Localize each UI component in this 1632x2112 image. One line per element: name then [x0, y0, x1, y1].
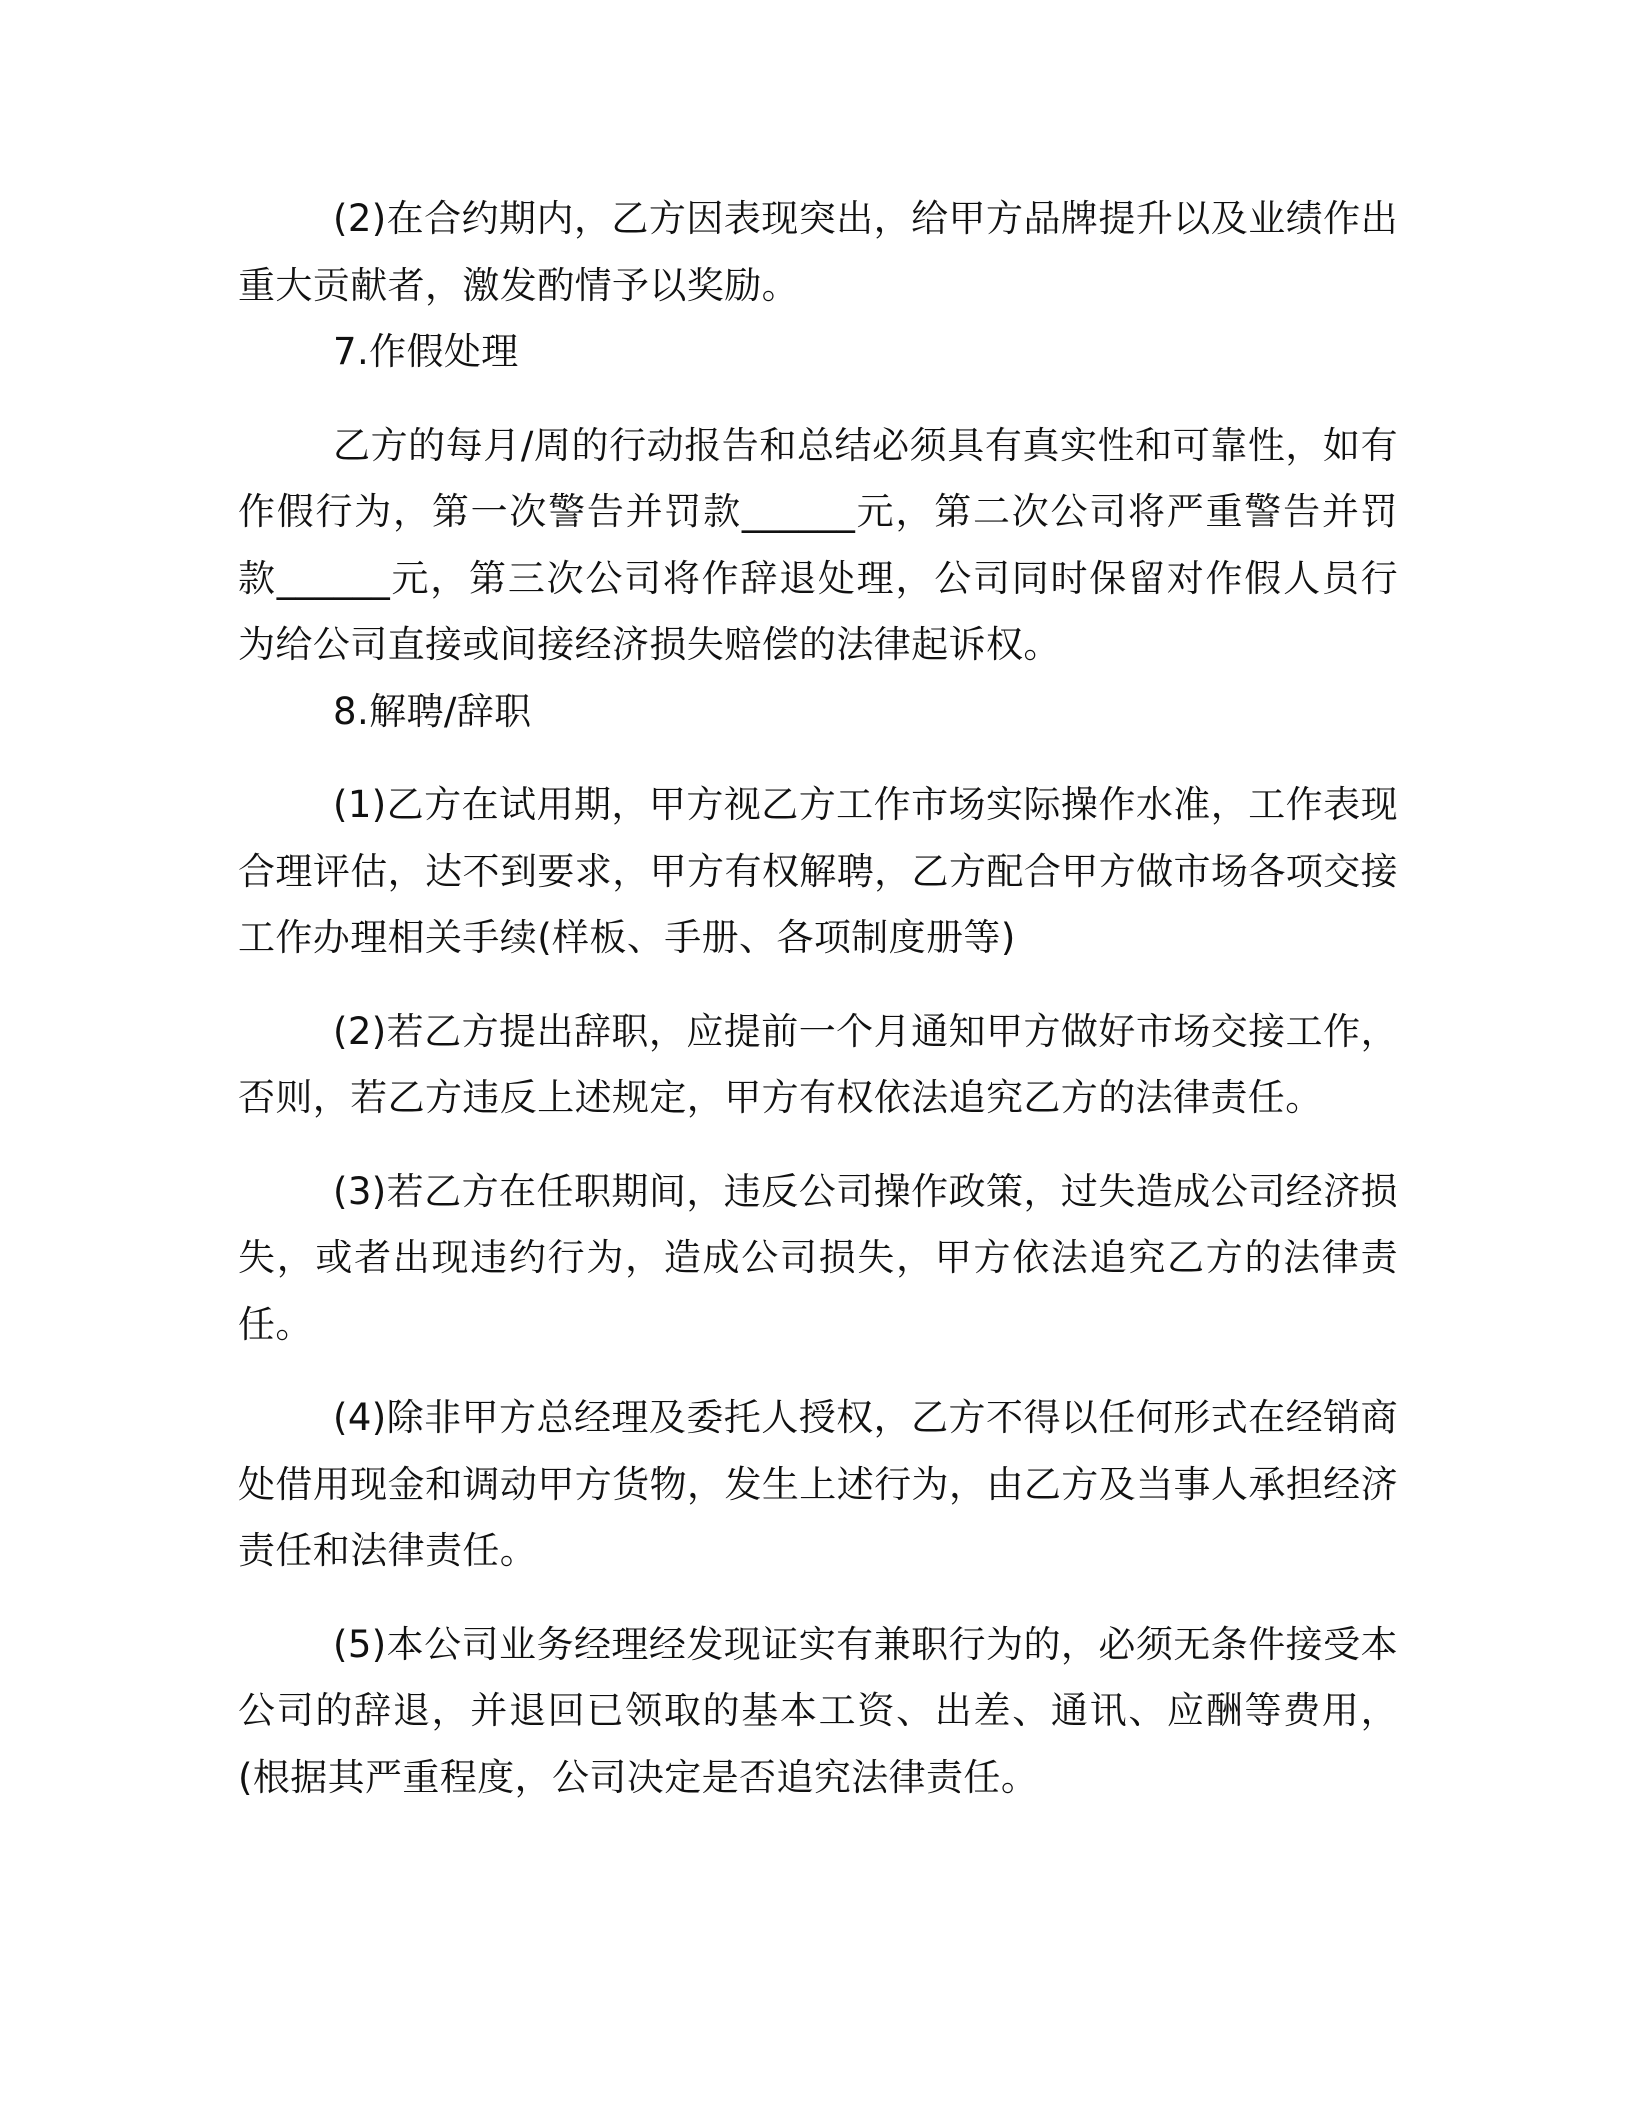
section-heading-fraud: 7.作假处理 — [333, 330, 519, 373]
paragraph-fraud-penalty: 乙方的每月/周的行动报告和总结必须具有真实性和可靠性，如有作假行为，第一次警告并罚款______元，第二次公司将严重警告并罚款______元，第三次公司将作辞退处理，公司同时保留对作假人员行为给公司直接或间接经济损失赔偿的法律起诉权。 — [238, 423, 1398, 666]
paragraph-bonus: (2)在合约期内，乙方因表现突出，给甲方品牌提升以及业绩作出重大贡献者，激发酌情予以奖励。 — [238, 197, 1398, 307]
paragraph-dismissal-5: (5)本公司业务经理经发现证实有兼职行为的，必须无条件接受本公司的辞退，并退回已领取的基本工资、出差、通讯、应酬等费用，(根据其严重程度，公司决定是否追究法律责任。 — [238, 1622, 1398, 1799]
paragraph-dismissal-4: (4)除非甲方总经理及委托人授权，乙方不得以任何形式在经销商处借用现金和调动甲方货物，发生上述行为，由乙方及当事人承担经济责任和法律责任。 — [238, 1396, 1398, 1572]
paragraph-dismissal-1: (1)乙方在试用期，甲方视乙方工作市场实际操作水准，工作表现合理评估，达不到要求，甲方有权解聘，乙方配合甲方做市场各项交接工作办理相关手续(样板、手册、各项制度册等) — [238, 783, 1398, 959]
paragraph-dismissal-3: (3)若乙方在任职期间，违反公司操作政策，过失造成公司经济损失，或者出现违约行为，造成公司损失，甲方依法追究乙方的法律责任。 — [238, 1169, 1398, 1346]
section-heading-dismissal: 8.解聘/辞职 — [333, 689, 532, 733]
document-page — [238, 186, 1398, 1811]
paragraph-dismissal-2: (2)若乙方提出辞职，应提前一个月通知甲方做好市场交接工作，否则，若乙方违反上述规定，甲方有权依法追究乙方的法律责任。 — [238, 1009, 1398, 1119]
